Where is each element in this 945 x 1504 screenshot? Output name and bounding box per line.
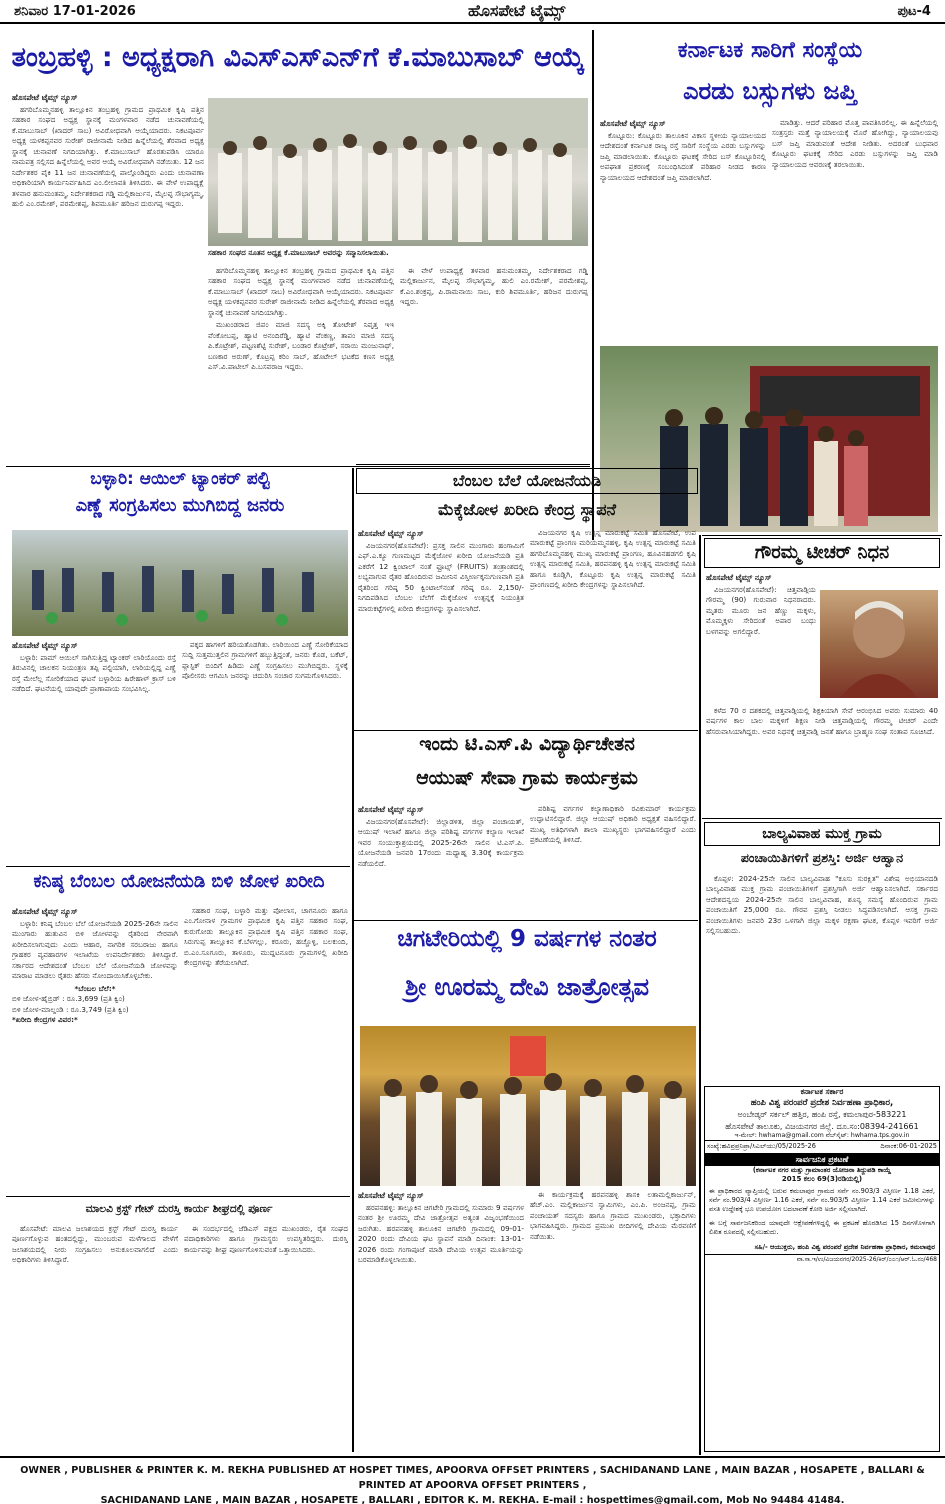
a4-text: ವಿಜಯನಗರ ಕೃಷಿ ಉತ್ಪನ್ನ ಮಾರುಕಟ್ಟೆ ಸಮಿತಿ ಹೊಸಪೇಟೆ, ಉಪ ಮಾರುಕಟ್ಟೆ ಪ್ರಾಂಗಣ ಮರಿಯಮ್ಮನಹಳ್ಳಿ, ಕೃಷಿ ಉತ್ಪನ್ನ ಮಾರುಕಟ್ಟೆ ಸಮಿತಿ ಹಗರಿಬೊಮ್ಮನಹಳ್ಳಿ ಮುಖ್ಯ ಮಾರುಕಟ್ಟೆ ಪ್ರಾಂಗಣ, ಹೂವಿನಹಡಗಲಿ ಕೃಷಿ ಉತ್ಪನ್ನ ಮಾರುಕಟ್ಟೆ ಸಮಿತಿ, ಹರಪನಹಳ್ಳಿ ಕೃಷಿ ಉತ್ಪನ್ನ ಮಾರುಕಟ್ಟೆ ಸಮಿತಿ ಹಾಗೂ ಕೂಡ್ಲಿಗಿ, ಕೊಟ್ಟೂರು ಕೃಷಿ ಉತ್ಪನ್ನ ಮಾರುಕಟ್ಟೆ ಸಮಿತಿ ಪ್ರಾಂಗಣದಲ್ಲಿ ಖರೀದಿ ಕೇಂದ್ರಗಳನ್ನು ಸ್ಥಾಪಿಸಲಾಗಿದೆ. [530,528,696,590]
imprint-footer [0,1456,945,1504]
a5-byline: ಹೊಸಪೇಟೆ ಟೈಮ್ಸ್ ನ್ಯೂಸ್ [706,573,772,582]
issue-date: ಶನಿವಾರ 17-01-2026 [14,3,136,19]
a2-headline: ಎರಡು ಬಸ್ಸುಗಳು ಜಪ್ತಿ [683,78,857,105]
a10-text: ಹೊಸಪೇಟೆ: ಮಾಲವಿ ಜಲಾಶಯದ ಕ್ರಸ್ಟ್ ಗೇಟ್ ದುರಸ್ತಿ ಕಾರ್ಯ ಪೂರ್ಣಗೊಳ್ಳುವ ಹಂತದಲ್ಲಿದ್ದು, ಮುಂಬರುವ ಮಳೆಗಾಲದ ವೇಳೆಗೆ ಜಲಾಶಯದಲ್ಲಿ ನೀರು ಸಂಗ್ರಹಿಸಲು ಅನುಕೂಲವಾಗಲಿದೆ ಎಂದು ಅಧಿಕಾರಿಗಳು ತಿಳಿಸಿದ್ದಾರೆ. [12,1224,178,1265]
a2-body-col2 [772,118,938,342]
a4-body-col1 [358,528,524,728]
a8-text: ಸಹಕಾರ ಸಂಘ, ಬಳ್ಳಾರಿ ಮತ್ತು ಪೋಲಾಸ, ಚಾಗನೂರು ಹಾಗೂ ಎಂ.ಗೋನಾಳ ಗ್ರಾಮಗಳ ಪ್ರಾಥಮಿಕ ಕೃಷಿ ಪತ್ತಿನ ಸಹಕಾರ ಸಂಘ, ಕುರುಗೋಡು ತಾಲ್ಲೂಕಿನ ಪ್ರಾಥಮಿಕ ಕೃಷಿ ಪತ್ತಿನ ಸಹಕಾರ ಸಂಘ, ಸಿರುಗುಪ್ಪ ತಾಲ್ಲೂಕಿನ ಕೆ.ಬೆಳಗಲ್ಲು, ಕರೂರು, ಹಚ್ಚೊಳ್ಳಿ, ಬಲಕುಂದಿ, ಬಿ.ಎಂ.ಸೂಗೂರು, ತಾಳೂರು, ಮುದ್ದಟನೂರು ಗ್ರಾಮಗಳಲ್ಲಿ ಖರೀದಿ ಕೇಂದ್ರಗಳನ್ನು ತೆರೆಯಲಾಗಿದೆ. [184,906,348,968]
festival-photo-icon [360,1026,696,1186]
divider [6,1196,350,1197]
a1-caption: ಸಹಕಾರ ಸಂಘದ ನೂತನ ಅಧ್ಯಕ್ಷ ಕೆ.ಮಾಬುಸಾಬ್ ಅವರನ್ನು ಸನ್ಮಾನಿಸಲಾಯಿತು. [208,248,389,257]
divider [6,866,350,867]
imprint-line: OWNER , PUBLISHER & PRINTER K. M. REKHA PUBLISHED AT HOSPET TIMES, APOORVA OFFSET PRINTERS , SACHIDANAND LANE , MAIN BAZAR , HOSAPETE , BALLARI & PRINTED AT APOORVA OFFSET PRINTERS , [20,1465,925,1491]
a6-body-col1 [358,804,524,916]
a9-byline: ಹೊಸಪೇಟೆ ಟೈಮ್ಸ್ ನ್ಯೂಸ್ [358,1191,424,1200]
a8-byline: ಹೊಸಪೇಟೆ ಟೈಮ್ಸ್ ನ್ಯೂಸ್ [12,907,78,916]
a9-headline: ಚಿಗಟೇರಿಯಲ್ಲಿ 9 ವರ್ಷಗಳ ನಂತರ [397,926,657,952]
divider [6,466,590,467]
divider [354,730,698,731]
a2-headline: ಕರ್ನಾಟಕ ಸಾರಿಗೆ ಸಂಸ್ಥೆಯ [677,38,863,63]
notice-email: ಇ-ಮೇಲ್: hwhama@gmail.com ವೆಬ್‌ಸೈಟ್: hwhama.tps.gov.in [734,1131,910,1139]
a9-headline: ಶ್ರೀ ಊರಮ್ಮ ದೇವಿ ಜಾತ್ರೋತ್ಸವ [405,974,649,1001]
a2-text: ಕೊಟ್ಟೂರು: ಕೊಟ್ಟೂರು ತಾಲೂಕಿನ ವಿಕಾಸ ಸ್ಥಳೀಯ ನ್ಯಾಯಾಲಯದ ಆದೇಶದಂತೆ ಕರ್ನಾಟಕ ರಾಜ್ಯ ರಸ್ತೆ ಸಾರಿಗೆ ಸಂಸ್ಥೆಯ ಎರಡು ಬಸ್ಸುಗಳನ್ನು ಜಪ್ತಿ ಮಾಡಲಾಯಿತು. ಕೊಟ್ಟೂರು ಘಟಕಕ್ಕೆ ಸೇರಿದ ಬಸ್ ಕೊಟ್ಟೂರಿನಲ್ಲಿ ಅಪಘಾತ ಪ್ರಕರಣಕ್ಕೆ ಸಂಬಂಧಿಸಿದಂತೆ ಪರಿಹಾರ ನೀಡದ ಕಾರಣ ನ್ಯಾಯಾಲಯದ ಆದೇಶದಂತೆ ಜಪ್ತಿ ಮಾಡಲಾಗಿದೆ. [600,131,766,182]
a1-text: ಹಗರಿಬೊಮ್ಮನಹಳ್ಳಿ ತಾಲ್ಲೂಕಿನ ತಂಬ್ರಹಳ್ಳಿ ಗ್ರಾಮದ ಪ್ರಾಥಮಿಕ ಕೃಷಿ ಪತ್ತಿನ ಸಹಕಾರ ಸಂಘದ ಅಧ್ಯಕ್ಷ ಸ್ಥಾನಕ್ಕೆ ಮಂಗಳವಾರ ನಡೆದ ಚುನಾವಣೆಯಲ್ಲಿ ಕೆ.ಮಾಬುಸಾಬ್ (ಖಾದರ್ ಸಾಬ) ಅವಿರೋಧವಾಗಿ ಆಯ್ಕೆಯಾದರು. ನಿಕಟಪೂರ್ವ ಅಧ್ಯಕ್ಷ ಯಳಕಪ್ಪನವರ ಸುರೇಶ್ ರಾಜೀನಾಮೆ ನೀಡಿದ ಹಿನ್ನೆಲೆಯಲ್ಲಿ ತೆರವಾದ ಅಧ್ಯಕ್ಷ ಸ್ಥಾನಕ್ಕೆ ಚುನಾವಣೆ ನಿಗದಿಯಾಗಿತ್ತು. ಕೆ.ಮಾಬುಸಾಬ್ ಹೊರತುಪಡಿಸಿ ಯಾರೂ ನಾಮಪತ್ರ ಸಲ್ಲಿಸದ ಹಿನ್ನೆಲೆಯಲ್ಲಿ ಅವರ ಆಯ್ಕೆ ಅವಿರೋಧವಾಗಿ ನಡೆಯಿತು. 12 ಜನ ನಿರ್ದೇಶಕರ ಪೈಕಿ 11 ಜನ ಚುನಾವಣೆಯಲ್ಲಿ ಪಾಲ್ಗೊಂಡಿದ್ದರು ಎಂದು ಚುನಾವಣಾ ಅಧಿಕಾರಿಯಾಗಿ ಕಾರ್ಯನಿರ್ವಹಿಸಿದ ಎಂ.ಲೀಲಾವತಿ ತಿಳಿಸಿದರು. ಈ ವೇಳೆ ಉಪಾಧ್ಯಕ್ಷೆ ತಳವಾರ ಹನುಮಂತಮ್ಮ, ನಿರ್ದೇಶಕರಾದ ಗಡ್ಡಿ ಮಲ್ಲಿಕಾರ್ಜುನ, ಮೈಲಪ್ಳ ಸೌಭಾಗ್ಯಮ್ಮ, ಹುಲಿ ಎಂ.ರಮೇಶ್, ಪರಮೇಶಪ್ಪ, ಶಿವಮೂರ್ತಿ ಹರಿಜನ ದುರುಗಪ್ಪ ಇದ್ದರು. [12,105,204,208]
divider [702,818,942,819]
column-rule [352,468,354,1452]
a6-text: ವಿಜಯನಗರ(ಹೊಸಪೇಟೆ): ಜಿಲ್ಲಾಡಳಿತ, ಜಿಲ್ಲಾ ಪಂಚಾಯತ್, ಆಯುಷ್ ಇಲಾಖೆ ಹಾಗೂ ಜಿಲ್ಲಾ ಪರಿಶಿಷ್ಟ ವರ್ಗಗಳ ಕಲ್ಯಾಣ ಇಲಾಖೆ ಇವರ ಸಂಯುಕ್ತಾಶ್ರಯದಲ್ಲಿ 2025-26ನೇ ಸಾಲಿನ ಟಿ.ಎಸ್.ಪಿ. ಯೋಜನೆಯಡಿ ಜನವರಿ 17ರಂದು ಮಧ್ಯಾಹ್ನ 3.30ಕ್ಕೆ ಕಾರ್ಯಕ್ರಮ ನಡೆಯಲಿದೆ. [358,817,524,868]
a7-headline: ಪಂಚಾಯಿತಿಗಳಿಗೆ ಪ್ರಶಸ್ತಿ: ಅರ್ಜಿ ಆಹ್ವಾನ [740,850,904,865]
a1-text: ಮುಖಂಡರಾದ ಜಿಪಂ ಮಾಜಿ ಸದಸ್ಯ ಅಕ್ಕಿ ತೋಟೇಶ್ ನಿವೃತ್ತ ಇಇ ವೆಂಕೋಬಪ್ಪ, ಹ್ಯಾಟಿ ಅನಂದಿರೆಡ್ಡಿ, ಹ್ಯಾಟಿ ವೆಂಕಣ್ಣ, ತಾಪಂ ಮಾಜಿ ಸದಸ್ಯ ಪಿ.ಕೊಟ್ರೇಶ್, ಪಟ್ಟಣಶೆಟ್ಟಿ ಸುರೇಶ್, ಬಂಡಾರ ಕೊಟ್ರೇಶ್, ಸರಾಯಿ ಮಂಜುನಾಥ್, ಬಣಕಾರ ಅರುಣ್, ಕೊಟ್ರಪ್ಪ ಕರಿಂ ಸಾಬ್, ಹೊಟೇಲ್ ಭಟಕೆದ ಕಣಸ ಅಧ್ಯಕ್ಷ ಎಸ್.ವಿ.ಪಾಟೀಲ್ ಪಿ.ಬಸವರಾಜ ಇದ್ದರು. [208,320,394,371]
a1-text: ಹಗರಿಬೊಮ್ಮನಹಳ್ಳಿ ತಾಲ್ಲೂಕಿನ ತಂಬ್ರಹಳ್ಳಿ ಗ್ರಾಮದ ಪ್ರಾಥಮಿಕ ಕೃಷಿ ಪತ್ತಿನ ಸಹಕಾರ ಸಂಘದ ಅಧ್ಯಕ್ಷ ಸ್ಥಾನಕ್ಕೆ ಮಂಗಳವಾರ ನಡೆದ ಚುನಾವಣೆಯಲ್ಲಿ ಕೆ.ಮಾಬುಸಾಬ್ (ಖಾದರ್ ಸಾಬ) ಅವಿರೋಧವಾಗಿ ಆಯ್ಕೆಯಾದರು. ನಿಕಟಪೂರ್ವ ಅಧ್ಯಕ್ಷ ಯಳಕಪ್ಪನವರ ಸುರೇಶ್ ರಾಜೀನಾಮೆ ನೀಡಿದ ಹಿನ್ನೆಲೆಯಲ್ಲಿ ತೆರವಾದ ಅಧ್ಯಕ್ಷ ಸ್ಥಾನಕ್ಕೆ ಚುನಾವಣೆ ನಿಗದಿಯಾಗಿತ್ತು. [208,266,394,317]
a6-headline: ಆಯುಷ್ ಸೇವಾ ಗ್ರಾಮ ಕಾರ್ಯಕ್ರಮ [416,768,638,789]
a3-text: ಪಕ್ಕದ ಹಾಗಳಿಗೆ ಹರಿಯತೊಡಗಿತು. ಲಾರಿಯಿಂದ ಎಣ್ಣೆ ಸೋರಿಕೆಯಾದ ಸುದ್ದಿ ಸುತ್ತಮುತ್ತಲಿನ ಗ್ರಾಮಗಳಿಗೆ ಹಬ್ಬುತ್ತಿದ್ದಂತೆ, ಜನರು ಕೊಡ, ಬಕೆಟ್, ಪ್ಲಾಸ್ಟಿಕ್ ಬಿಂದಿಗೆ ಹಿಡಿದು ಎಣ್ಣೆ ಸಂಗ್ರಹಿಸಲು ಮುಗಿಬಿದ್ದರು. ಸ್ಥಳಕ್ಕೆ ಪೊಲೀಸರು ಆಗಮಿಸಿ ಜನರನ್ನು ಚದುರಿಸಿ ಸಂಚಾರ ಸುಗಮಗೊಳಿಸಿದರು. [182,640,348,681]
a1-body-col4 [400,266,588,464]
divider [702,535,942,536]
imprint-line: SACHIDANAND LANE , MAIN BAZAR , HOSAPETE , BALLARI , EDITOR K. M. REKHA. E-mail : hospettimes@gmail.com, Mob No 94484 41484. [100,1494,845,1504]
a3-photo [12,530,348,636]
a10-text: ಈ ಸಂದರ್ಭದಲ್ಲಿ ಜೆಡಿಎಸ್ ಪಕ್ಷದ ಮುಖಂಡರು, ರೈತ ಸಂಘದ ಪದಾಧಿಕಾರಿಗಳು ಹಾಗೂ ಗ್ರಾಮಸ್ಥರು ಉಪಸ್ಥಿತರಿದ್ದರು. ದುರಸ್ತಿ ಕಾರ್ಯವನ್ನು ಶೀಘ್ರ ಪೂರ್ಣಗೊಳಿಸುವಂತೆ ಒತ್ತಾಯಿಸಿದರು. [184,1224,348,1254]
a3-text: ಬಳ್ಳಾರಿ: ಪಾಮ್ ಆಯಿಲ್ ಸಾಗಿಸುತ್ತಿದ್ದ ಟ್ಯಾಂಕರ್ ಲಾರಿಯೊಂದು ರಸ್ತೆ ತಿರುವಿನಲ್ಲಿ ಚಾಲಕನ ನಿಯಂತ್ರಣ ತಪ್ಪಿ ಪಲ್ಟಿಯಾಗಿ, ಲಾರಿಯಲ್ಲಿದ್ದ ಎಣ್ಣೆ ರಸ್ತೆ ಮೇಲೆಲ್ಲ ಸೋರಿಕೆಯಾದ ಘಟನೆ ಬಳ್ಳಾರಿಯ ಹಿರೇಹಾಳ್ ಕ್ರಾಸ್ ಬಳಿ ನಡೆದಿದೆ. ಘಟನೆಯಲ್ಲಿ ಯಾವುದೇ ಪ್ರಾಣಾಪಾಯ ಸಂಭವಿಸಿಲ್ಲ. [12,653,176,694]
a6-text: ಪರಿಶಿಷ್ಟ ವರ್ಗಗಳ ಕಲ್ಯಾಣಾಧಿಕಾರಿ ರವಿಕುಮಾರ್ ಕಾರ್ಯಕ್ರಮ ಉದ್ಘಾಟಿಸಲಿದ್ದಾರೆ. ಜಿಲ್ಲಾ ಆಯುಷ್ ಅಧಿಕಾರಿ ಅಧ್ಯಕ್ಷತೆ ವಹಿಸಲಿದ್ದಾರೆ. ಮುಖ್ಯ ಅತಿಥಿಗಳಾಗಿ ಶಾಲಾ ಮುಖ್ಯಸ್ಥರು ಭಾಗವಹಿಸಲಿದ್ದಾರೆ ಎಂದು ಪ್ರಕಟಣೆಯಲ್ಲಿ ತಿಳಿಸಿದೆ. [530,804,696,845]
notice-district: ಹೊಸಪೇಟೆ ತಾಲೂಕು, ವಿಜಯನಗರ ಜಿಲ್ಲೆ. ದೂ.ಸಂ:08394-241661 [725,1121,919,1131]
notice-title: ಸಾರ್ವಜನಿಕ ಪ್ರಕಟಣೆ [705,1153,939,1166]
a5-text: ಕಳೆದ 70 ರ ದಶಕದಲ್ಲಿ ಚಿತ್ತವಾಡ್ಗಿಯಲ್ಲಿ ಶಿಕ್ಷಕಿಯಾಗಿ ಸೇವೆ ಆರಂಭಿಸಿದ ಅವರು ಸುಮಾರು 40 ವರ್ಷಗಳ ಕಾಲ ಬಾಲ ಮಕ್ಕಳಿಗೆ ಶಿಕ್ಷಣ ನೀಡಿ ಚಿತ್ತವಾಡ್ಗಿಯಲ್ಲಿ ಗೌರಮ್ಮ ಟೀಚರ್ ಎಂದೇ ಹೆಸರುವಾಸಿಯಾಗಿದ್ದರು. ಅವರ ನಿಧನಕ್ಕೆ ಚಿತ್ತವಾಡ್ಗಿ ಜನತೆ ಹಾಗೂ ಬ್ರಾಹ್ಮಣ ಸಂಘ ಸಂತಾಪ ಸೂಚಿಸಿದೆ. [706,706,938,736]
a8-body-col1 [12,906,178,1194]
a2-body-col1 [600,118,766,342]
a10-body-col2 [184,1224,348,1452]
a10-body-col1 [12,1224,178,1452]
a4-text: ವಿಜಯನಗರ(ಹೊಸಪೇಟೆ): ಪ್ರಸಕ್ತ ಸಾಲಿನ ಮುಂಗಾರು ಹಂಗಾಮಿಗೆ ಎಫ್.ಎ.ಕ್ಯೂ ಗುಣಮಟ್ಟದ ಮೆಕ್ಕೆಜೋಳ ಖರೀದಿ ಯೋಜನೆಯಡಿ ಪ್ರತಿ ಎಕರೆಗೆ 12 ಕ್ವಿಂಟಾಲ್ ನಂತೆ ಫ್ರೂಟ್ಸ್ (FRUITS) ತಂತ್ರಾಂಶದಲ್ಲಿ ಲಭ್ಯವಾಗುವ ರೈತರ ಹೊಂದಿರುವ ಜಮೀನಿನ ವಿಸ್ತೀರ್ಣಕ್ಕನುಗುಣವಾಗಿ ಪ್ರತಿ ರೈತರಿಂದ ಗರಿಷ್ಠ 50 ಕ್ವಿಂಟಾಲ್‌ನಂತೆ ಗರಿಷ್ಠ ರೂ. 2,150/- ನಿಗದಿಪಡಿಸಿದ ಬೆಂಬಲ ಬೆಲೆಗೆ ಮೆಕ್ಕೆಜೋಳ ಉತ್ಪನ್ನಕ್ಕೆ ನಿಯಂತ್ರಿತ ಮಾರುಕಟ್ಟೆಗಳಲ್ಲಿ ಖರೀದಿ ಕೇಂದ್ರಗಳನ್ನು ಸ್ಥಾಪಿಸಲಾಗಿದೆ. [358,541,524,613]
divider [354,920,698,921]
page-number: ಪುಟ-4 [897,3,931,19]
a1-byline: ಹೊಸಪೇಟೆ ಟೈಮ್ಸ್ ನ್ಯೂಸ್ [12,93,78,102]
gov-notice [704,1086,940,1452]
notice-address: ಅಂಬೇಡ್ಕರ್ ಸರ್ಕಲ್ ಹತ್ತಿರ, ಹಂಪಿ ರಸ್ತೆ, ಕಮಲಾಪುರ-583221 [737,1110,907,1120]
a7-body [706,874,938,1084]
a8-list-item: *ಖರೀದಿ ಕೇಂದ್ರಗಳ ವಿವರ:* [12,1014,78,1024]
a8-text: ಬಳ್ಳಾರಿ: ಕನಿಷ್ಠ ಬೆಂಬಲ ಬೆಲೆ ಯೋಜನೆಯಡಿ 2025-26ನೇ ಸಾಲಿನ ಮುಂಗಾರು ಹುತುವಿನ ಬಿಳಿ ಜೋಳವನ್ನು ರೈತರಿಂದ ನೇರವಾಗಿ ಖರೀದಿಸಲಾಗುವುದು ಎಂದು ಆಹಾರ, ನಾಗರಿಕ ಸರಬರಾಜು ಹಾಗೂ ಗ್ರಾಹಕರ ವ್ಯವಹಾರಗಳ ಇಲಾಖೆಯ ಉಪನಿರ್ದೇಶಕರು ತಿಳಿಸಿದ್ದಾರೆ. ಸರ್ಕಾರದ ಆದೇಶದಂತೆ ಬೆಂಬಲ ಬೆಲೆ ಯೋಜನೆಯಡಿ ಜೋಳವನ್ನು ಮಾರಾಟ ಮಾಡಲು ರೈತರು ಹೆಸರು ನೋಂದಾಯಿಸಿಕೊಳ್ಳಬೇಕು. [12,919,178,981]
a8-list-item: ಬಿಳಿ ಜೋಳ-ಮಾಲ್ದಂಡಿ : ರೂ.3,749 (ಪ್ರತಿ ಕ್ವಿಂ) [12,1004,129,1014]
a6-body-col2 [530,804,696,916]
a5-body-col2 [706,706,938,814]
a5-text: ವಿಜಯನಗರ(ಹೊಸಪೇಟೆ): ಚಿತ್ತವಾಡ್ಗಿಯ ಗೌರಮ್ಮ (90) ಗುರುವಾರ ನಿಧನರಾದರು. ಮೃತರು ಮೂರು ಜನ ಹೆಣ್ಣು ಮಕ್ಕಳು, ಮೊಮ್ಮಕ್ಕಳು ಸೇರಿದಂತೆ ಅಪಾರ ಬಂಧು ಬಳಗವನ್ನು ಅಗಲಿದ್ದಾರೆ. [706,585,816,636]
notice-date: ದಿನಾಂಕ:06-01-2025 [880,1142,937,1151]
notice-ref: ಸಂಖ್ಯೆ:ಹವಿಪ್ರಪ್ರನಿಪ್ರಾ/ಸಿಎಲ್‌ಯು/05/2025-26 [707,1142,816,1151]
a1-body-col3 [208,266,394,464]
column-rule [592,30,594,540]
notice-code: ವಾ.ಸಾ.ಇ/ಉ/ವಿಜಯನಗರ/2025-26/ಕಿರ್/೦೦೧/ಆರ್.ಓ.ನಂ/468 [705,1254,939,1265]
a3-body-col2 [182,640,348,860]
a9-text: ಈ ಕಾರ್ಯಕ್ರಮಕ್ಕೆ ಹರಪನಹಳ್ಳಿ ಶಾಸಕಿ ಲತಾಮಲ್ಲಿಕಾರ್ಜುನ್, ಹೆಚ್.ಎಂ. ಮಲ್ಲಿಕಾರ್ಜುನ ಸ್ವಾಮಿಗಳು, ಎಂ.ಪಿ. ಅಂಜನಪ್ಪ, ಗ್ರಾಮ ಪಂಚಾಯತ್ ಸದಸ್ಯರು ಹಾಗೂ ಗ್ರಾಮದ ಮುಖಂಡರು, ಭಕ್ತಾದಿಗಳು ಭಾಗವಹಿಸಿದ್ದರು. ಗ್ರಾಮದ ಪ್ರಮುಖ ಬೀದಿಗಳಲ್ಲಿ ದೇವಿಯ ಮೆರವಣಿಗೆ ನಡೆಯಿತು. [530,1190,696,1241]
a5-photo [820,590,938,698]
a2-byline: ಹೊಸಪೇಟೆ ಟೈಮ್ಸ್ ನ್ಯೂಸ್ [600,119,666,128]
a6-headline: ಇಂದು ಟಿ.ಎಸ್.ಪಿ ವಿದ್ಯಾರ್ಥಿಚೇತನ [419,734,635,755]
a3-headline: ಬಳ್ಳಾರಿ: ಆಯಿಲ್ ಟ್ಯಾಂಕರ್ ಪಲ್ಟಿ [90,470,270,489]
a4-headline: ಮೆಕ್ಕೆಜೋಳ ಖರೀದಿ ಕೇಂದ್ರ ಸ್ಥಾಪನೆ [438,500,616,519]
portrait-icon [820,590,938,698]
a1-photo [208,98,588,246]
crowd-photo-icon [12,530,348,636]
a5-body-col1 [706,572,816,702]
a3-headline: ಎಣ್ಣೆ ಸಂಗ್ರಹಿಸಲು ಮುಗಿಬಿದ್ದ ಜನರು [75,496,285,516]
a8-body-col2 [184,906,348,1194]
a8-headline: ಕನಿಷ್ಠ ಬೆಂಬಲ ಯೋಜನೆಯಡಿ ಬಿಳಿ ಜೋಳ ಖರೀದಿ [33,872,325,892]
masthead [0,0,945,24]
a8-list-item: *ಬೆಂಬಲ ಬೆಲೆ:* [74,983,116,993]
a1-body-col1 [12,92,204,464]
notice-authority: ಹಂಪಿ ವಿಶ್ವ ಪರಂಪರೆ ಪ್ರದೇಶ ನಿರ್ವಹಣಾ ಪ್ರಾಧಿಕಾರ, [750,1097,894,1108]
a2-text: ಮಾಡಿತ್ತು. ಆದರೆ ಪರಿಹಾರ ಮೊತ್ತ ಪಾವತಿಸಿರಲಿಲ್ಲ. ಈ ಹಿನ್ನೆಲೆಯಲ್ಲಿ ಸಂತ್ರಸ್ತರು ಮತ್ತೆ ನ್ಯಾಯಾಲಯಕ್ಕೆ ಮೊರೆ ಹೋಗಿದ್ದು, ನ್ಯಾಯಾಲಯವು ಬಸ್ ಜಪ್ತಿ ಮಾಡುವಂತೆ ಆದೇಶ ನೀಡಿತು. ಅದರಂತೆ ಬುಧವಾರ ಕೊಟ್ಟೂರು ಘಟಕಕ್ಕೆ ಸೇರಿದ ಎರಡು ಬಸ್ಸುಗಳನ್ನು ಜಪ್ತಿ ಮಾಡಿ ನ್ಯಾಯಾಲಯದ ಆವರಣಕ್ಕೆ ತರಲಾಯಿತು. [772,118,938,169]
notice-subtitle: (ಕರ್ನಾಟಕ ನಗರ ಮತ್ತು ಗ್ರಾಮಾಂತರ ಯೋಜನಾ ತಿದ್ದುಪಡಿ ಕಾಯ್ದೆ [752,1165,892,1174]
notice-body1: ಈ ಪ್ರಾಧಿಕಾರದ ವ್ಯಾಪ್ತಿಯಲ್ಲಿ ಬರುವ ಕಮಲಾಪುರ ಗ್ರಾಮದ ಸರ್ವೆ ನಂ.903/3 ವಿಸ್ತೀರ್ಣ 1.18 ಎಕರೆ, ಸರ್ವೆ ನಂ.903/4 ವಿಸ್ತೀರ್ಣ 1.16 ಎಕರೆ, ಸರ್ವೆ ನಂ.903/5 ವಿಸ್ತೀರ್ಣ 1.14 ಎಕರೆ ಜಮೀನುಗಳನ್ನು ವಸತಿ ಉದ್ದೇಶಕ್ಕೆ ಭೂ ಉಪಯೋಗ ಬದಲಾವಣೆ ಕೋರಿ ಅರ್ಜಿ ಸಲ್ಲಿಸಲಾಗಿದೆ. [709,1186,935,1214]
a3-byline: ಹೊಸಪೇಟೆ ಟೈಮ್ಸ್ ನ್ಯೂಸ್ [12,641,78,650]
notice-act: 2015 ಕಲಂ 69(3)ರಡಿಯಲ್ಲಿ) [781,1175,863,1184]
a4-byline: ಹೊಸಪೇಟೆ ಟೈಮ್ಸ್ ನ್ಯೂಸ್ [358,529,424,538]
divider [356,464,590,465]
notice-gov: ಕರ್ನಾಟಕ ಸರ್ಕಾರ [800,1087,844,1096]
a6-byline: ಹೊಸಪೇಟೆ ಟೈಮ್ಸ್ ನ್ಯೂಸ್ [358,805,424,814]
a7-text: ಕೊಪ್ಪಳ: 2024-25ನೇ ಸಾಲಿನ ಬಾಲ್ಯವಿವಾಹ "ಕೂಸು ಸುರಕ್ಷಿತ" ವಿಶೇಷ ಅಭಿಯಾನದಡಿ ಬಾಲ್ಯವಿವಾಹ ಮುಕ್ತ ಗ್ರಾಮ ಪಂಚಾಯಿತಿಗಳಿಗೆ ಪ್ರಶಸ್ತಿಗಾಗಿ ಅರ್ಜಿ ಆಹ್ವಾನಿಸಲಾಗಿದೆ. ಸರ್ಕಾರದ ಆದೇಶದನ್ವಯ 2024-25ನೇ ಸಾಲಿನ ಬಾಲ್ಯವಿವಾಹ, ಶೂನ್ಯ ಸಮಸ್ಯೆ ಹೊಂದಿರುವ ಗ್ರಾಮ ಪಂಚಾಯಿತಿಗೆ 25,000 ರೂ. ಗೌರವ ಪ್ರಶಸ್ತಿ ನೀಡಲು ಸಿದ್ಧಪಡಿಸಲಾಗಿದೆ. ಆಸಕ್ತ ಗ್ರಾಮ ಪಂಚಾಯಿತಿಗಳು ಜನವರಿ 23ರ ಒಳಗಾಗಿ ಜಿಲ್ಲಾ ಮಕ್ಕಳ ರಕ್ಷಣಾ ಘಟಕ, ಕೊಪ್ಪಳ ಇವರಿಗೆ ಅರ್ಜಿ ಸಲ್ಲಿಸಬಹುದು. [706,874,938,936]
a9-body-col2 [530,1190,696,1452]
a1-text: ಈ ವೇಳೆ ಉಪಾಧ್ಯಕ್ಷೆ ತಳವಾರ ಹನುಮಂತಮ್ಮ, ನಿರ್ದೇಶಕರಾದ ಗಡ್ಡಿ ಮಲ್ಲಿಕಾರ್ಜುನ, ಮೈಲಪ್ಳ ಸೌಭಾಗ್ಯಮ್ಮ, ಹುಲಿ ಎಂ.ರಮೇಶ್, ಪರಮೇಶಪ್ಪ, ಕೆ.ಎಂ.ಶಂಕ್ರಪ್ಪ, ಪಿ.ರಾಮನಾಯಿ ಸಾಬ, ಕುರಿ ಶಿವಮೂರ್ತಿ, ಹರಿಜನ ದುರುಗಪ್ಪ ಇದ್ದರು. [400,266,588,307]
notice-sign: ಸಹಿ/- ಆಯುಕ್ತರು, ಹಂಪಿ ವಿಶ್ವ ಪರಂಪರೆ ಪ್ರದೇಶ ನಿರ್ವಹಣಾ ಪ್ರಾಧಿಕಾರ, ಕಮಲಾಪುರ [754,1242,935,1251]
a9-body-col1 [358,1190,524,1452]
a4-headline: ಬೆಂಬಲ ಬೆಲೆ ಯೋಜನೆಯಡಿ [356,468,698,494]
a9-photo [360,1026,696,1186]
a5-headline: ಗೌರಮ್ಮ ಟೀಚರ್ ನಿಧನ [704,538,940,568]
notice-ref-row [705,1140,939,1152]
a1-headline: ತಂಬ್ರಹಳ್ಳಿ : ಅಧ್ಯಕ್ಷರಾಗಿ ವಿಎಸ್‌ಎಸ್‌ಎನ್‌ಗೆ ಕೆ.ಮಾಬುಸಾಬ್ ಆಯ್ಕೆ [11,42,585,73]
paper-name: ಹೊಸಪೇಟೆ ಟೈಮ್ಸ್ [467,1,566,20]
a10-headline: ಮಾಲವಿ ಕ್ರಸ್ಟ್ ಗೇಟ್ ದುರಸ್ತಿ ಕಾರ್ಯ ಶೀಘ್ರದಲ್ಲಿ ಪೂರ್ಣ [85,1203,273,1215]
a8-list-item: ಬಿಳಿ ಜೋಳ-ಹೈಬ್ರಿಡ್ : ರೂ.3,699 (ಪ್ರತಿ ಕ್ವಿಂ) [12,994,125,1004]
a3-body-col1 [12,640,176,860]
group-photo-icon [208,98,588,246]
column-rule [699,535,701,1455]
a4-body-col2 [530,528,696,728]
a9-text: ಹರಪನಹಳ್ಳಿ: ತಾಲ್ಲೂಕಿನ ಚಿಗಟೇರಿ ಗ್ರಾಮದಲ್ಲಿ ಸುಮಾರು 9 ವರ್ಷಗಳ ನಂತರ ಶ್ರೀ ಊರಮ್ಮ ದೇವಿ ಜಾತ್ರೋತ್ಸವ ಅತ್ಯಂತ ವಿಜೃಂಭಣೆಯಿಂದ ಜರುಗಿತು. ಹರಪನಹಳ್ಳಿ ತಾಲೂಕಿನ ಚಿಗಟೇರಿ ಗ್ರಾಮದಲ್ಲಿ 09-01-2020 ರಂದು ದೇವಿಯ ಘಟ ಸ್ಥಾಪನೆ ಮಾಡಿ ದಿನಾಂಕ: 13-01-2026 ರಂದು ಗಂಗಾಪೂಜೆ ಮಾಡಿ ದೇವಿಯ ಉತ್ಸವ ಮೂರ್ತಿಯನ್ನು ಬರಮಾಡಿಕೊಳ್ಳಲಾಯಿತು. [358,1203,524,1265]
a7-headline: ಬಾಲ್ಯವಿವಾಹ ಮುಕ್ತ ಗ್ರಾಮ [704,822,940,846]
notice-body2: ಈ ಬಗ್ಗೆ ಸಾರ್ವಜನಿಕರಿಂದ ಯಾವುದೇ ಆಕ್ಷೇಪಣೆಗಳಿದ್ದಲ್ಲಿ ಈ ಪ್ರಕಟಣೆ ಹೊರಡಿಸಿದ 15 ದಿನಗಳೊಳಗಾಗಿ ಲಿಖಿತ ರೂಪದಲ್ಲಿ ಸಲ್ಲಿಸಬಹುದು. [709,1218,935,1236]
